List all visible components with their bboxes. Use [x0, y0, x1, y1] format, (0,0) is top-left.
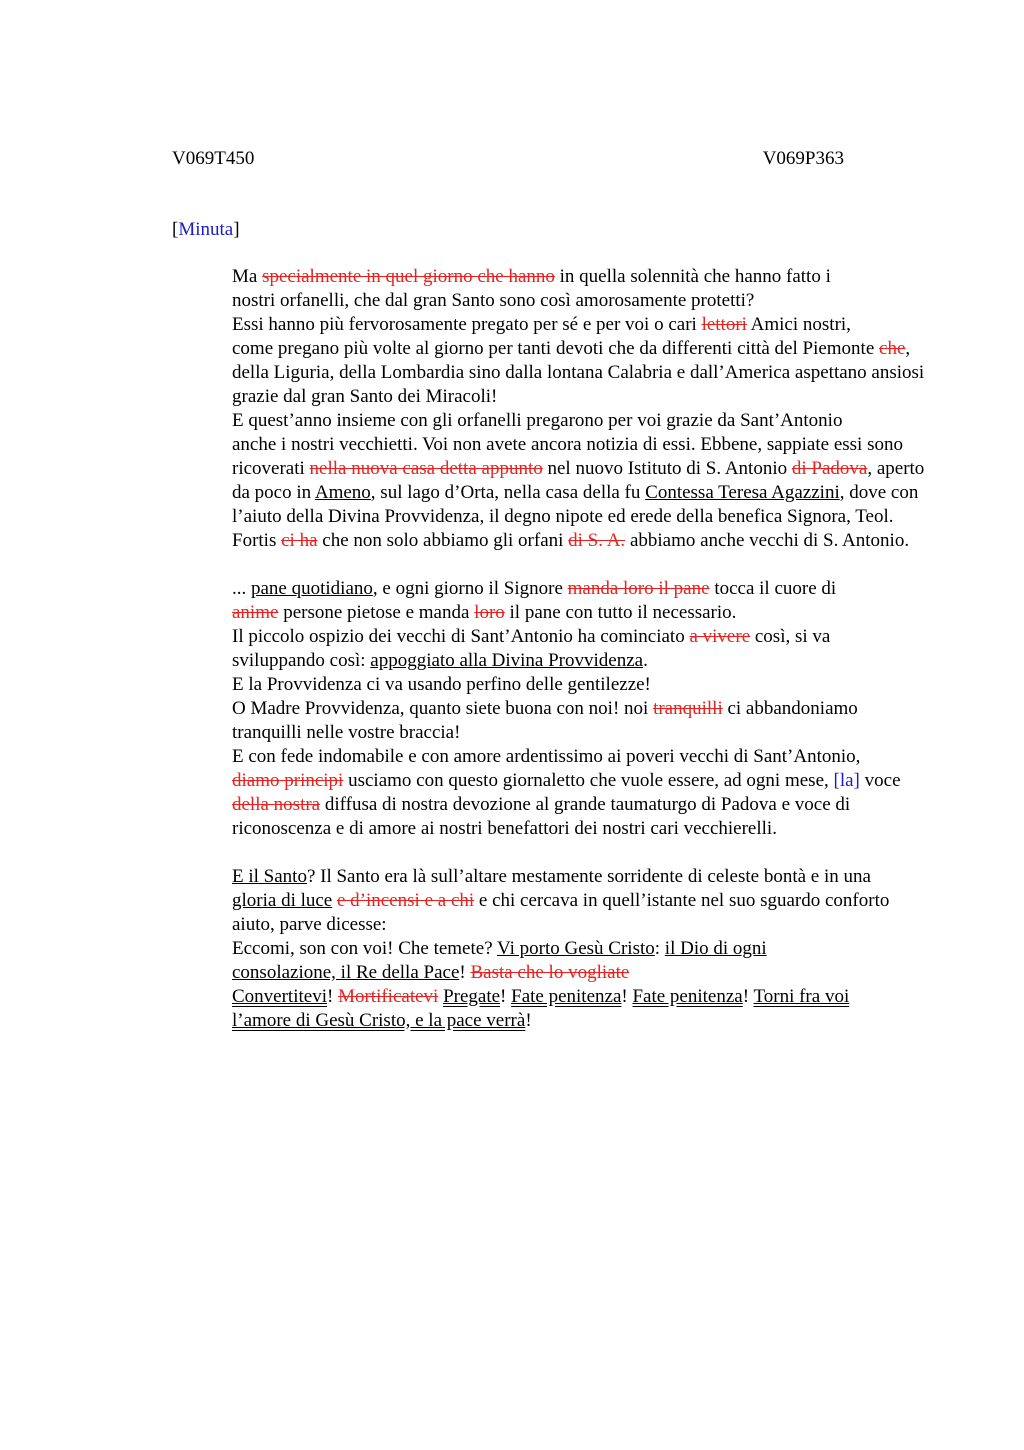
- deleted-text: Basta che lo vogliate: [470, 962, 630, 983]
- text-run: in quella solennità che hanno fatto i: [554, 266, 831, 287]
- text-run: grazie dal gran Santo dei Miracoli!: [232, 386, 498, 407]
- underlined-text: il Dio di ogni: [664, 938, 767, 959]
- text-run: , aperto: [867, 458, 925, 479]
- double-underlined-text: l’amore di Gesù Cristo, e la pace verrà: [232, 1010, 526, 1031]
- label-close-bracket: ]: [233, 219, 240, 240]
- label-open-bracket: [: [172, 219, 179, 240]
- text-run: l’aiuto della Divina Provvidenza, il degno nipote ed erede della benefica Signora, Teol.: [232, 506, 894, 527]
- text-run: :: [654, 938, 665, 959]
- paragraph-vecchietti: [172, 409, 932, 553]
- text-line: [172, 985, 932, 1009]
- text-run: Ma: [232, 266, 263, 287]
- text-run: Eccomi, son con voi! Che temete?: [232, 938, 498, 959]
- deleted-text: loro: [474, 602, 505, 623]
- deleted-text: a vivere: [689, 626, 751, 647]
- paragraph-pane: [172, 577, 932, 625]
- text-line: [172, 865, 932, 889]
- page-code: V069P363: [762, 148, 844, 169]
- text-line: [172, 505, 932, 529]
- text-run: E con fede indomabile e con amore ardentissimo ai poveri vecchi di Sant’Antonio,: [232, 746, 861, 767]
- text-run: usciamo con questo giornaletto che vuole essere, ad ogni mese,: [343, 770, 834, 791]
- text-line: [172, 817, 932, 841]
- text-line: [172, 649, 932, 673]
- text-run: nostri orfanelli, che dal gran Santo sono così amorosamente protetti?: [232, 290, 755, 311]
- text-line: [172, 889, 932, 913]
- text-line: [172, 721, 932, 745]
- text-run: Amici nostri,: [746, 314, 851, 335]
- text-line: [172, 745, 932, 769]
- text-line: [172, 313, 932, 337]
- text-run: O Madre Provvidenza, quanto siete buona con noi! noi: [232, 698, 654, 719]
- text-run: tocca il cuore di: [709, 578, 837, 599]
- underlined-text: appoggiato alla Divina Provvidenza: [370, 650, 644, 671]
- text-run: Essi hanno più fervorosamente pregato per sé e per voi o cari: [232, 314, 702, 335]
- text-run: !: [742, 986, 754, 1007]
- paragraph-eccomi: [172, 937, 932, 985]
- text-line: [172, 577, 932, 601]
- text-line: [172, 529, 932, 553]
- deleted-text: di Padova: [791, 458, 868, 479]
- text-run: ...: [232, 578, 251, 599]
- label-word: Minuta: [178, 219, 234, 240]
- text-line: [172, 409, 932, 433]
- underlined-text: E il Santo: [232, 866, 307, 887]
- double-underlined-text: Convertitevi: [232, 986, 327, 1007]
- text-run: , sul lago d’Orta, nella casa della fu: [370, 482, 646, 503]
- text-line: [172, 433, 932, 457]
- paragraph-solennita: [172, 265, 932, 313]
- text-run: il pane con tutto il necessario.: [504, 602, 737, 623]
- deleted-text: Mortificatevi: [338, 986, 439, 1007]
- text-line: [172, 937, 932, 961]
- text-run: ci abbandoniamo: [722, 698, 858, 719]
- underlined-text: gloria di luce: [232, 890, 333, 911]
- text-run: E la Provvidenza ci va usando perfino delle gentilezze!: [232, 674, 651, 695]
- text-line: [172, 337, 932, 361]
- paragraph-ospizio: [172, 625, 932, 673]
- document-code: V069T450: [172, 148, 255, 169]
- double-underlined-text: Fate penitenza: [632, 986, 743, 1007]
- deleted-text: e d’incensi e a chi: [337, 890, 475, 911]
- text-run: diffusa di nostra devozione al grande taumaturgo di Padova e voce di: [320, 794, 851, 815]
- text-run: ricoverati: [232, 458, 310, 479]
- deleted-text: della nostra: [232, 794, 321, 815]
- draft-label: [172, 218, 240, 242]
- letter-body: [172, 265, 932, 1033]
- text-run: ? Il Santo era là sull’altare mestamente sorridente di celeste bontà e in una: [306, 866, 871, 887]
- deleted-text: che: [879, 338, 906, 359]
- deleted-text: lettori: [701, 314, 747, 335]
- paragraph-gap: [172, 553, 932, 577]
- text-run: che non solo abbiamo gli orfani: [317, 530, 569, 551]
- deleted-text: anime: [232, 602, 279, 623]
- text-run: .: [643, 650, 648, 671]
- underlined-text: Contessa Teresa Agazzini: [645, 482, 840, 503]
- text-line: [172, 769, 932, 793]
- text-line: [172, 601, 932, 625]
- text-line: [172, 913, 932, 937]
- text-run: , dove con: [839, 482, 919, 503]
- text-run: così, si va: [750, 626, 831, 647]
- text-run: aiuto, parve dicesse:: [232, 914, 387, 935]
- text-run: tranquilli nelle vostre braccia!: [232, 722, 461, 743]
- text-line: [172, 697, 932, 721]
- text-run: Il piccolo ospizio dei vecchi di Sant’Antonio ha cominciato: [232, 626, 690, 647]
- double-underlined-text: Torni fra voi: [753, 986, 850, 1007]
- double-underlined-text: Fate penitenza: [511, 986, 622, 1007]
- deleted-text: di S. A.: [568, 530, 626, 551]
- text-run: sviluppando così:: [232, 650, 371, 671]
- deleted-text: ci ha: [281, 530, 318, 551]
- page-header: [172, 147, 844, 171]
- text-run: da poco in: [232, 482, 315, 503]
- text-run: della Liguria, della Lombardia sino dalla lontana Calabria e dall’America aspettano ansiosi: [232, 362, 925, 383]
- text-line: [172, 385, 932, 409]
- text-line: [172, 289, 932, 313]
- text-line: [172, 361, 932, 385]
- deleted-text: diamo principi: [232, 770, 344, 791]
- paragraph-gap: [172, 841, 932, 865]
- text-run: !: [525, 1010, 532, 1031]
- paragraph-gentilezze: [172, 673, 932, 697]
- text-run: abbiamo anche vecchi di S. Antonio.: [625, 530, 910, 551]
- text-run: anche i nostri vecchietti. Voi non avete ancora notizia di essi. Ebbene, sappiate essi sono: [232, 434, 903, 455]
- text-run: !: [459, 962, 471, 983]
- paragraph-santo: [172, 865, 932, 937]
- underlined-text: Vi porto Gesù Cristo: [497, 938, 655, 959]
- text-run: !: [621, 986, 633, 1007]
- text-run: Fortis: [232, 530, 282, 551]
- underlined-text: Ameno: [314, 482, 371, 503]
- text-run: ,: [905, 338, 911, 359]
- deleted-text: nella nuova casa detta appunto: [309, 458, 543, 479]
- text-line: [172, 961, 932, 985]
- editorial-insertion: [la]: [833, 770, 860, 791]
- text-run: , e ogni giorno il Signore: [372, 578, 568, 599]
- deleted-text: specialmente in quel giorno che hanno: [262, 266, 555, 287]
- deleted-text: manda loro il pane: [567, 578, 710, 599]
- paragraph-madre-provvidenza: [172, 697, 932, 745]
- double-underlined-text: Pregate: [443, 986, 501, 1007]
- underlined-text: consolazione, il Re della Pace: [232, 962, 460, 983]
- text-run: E quest’anno insieme con gli orfanelli pregarono per voi grazie da Sant’Antonio: [232, 410, 843, 431]
- text-line: [172, 625, 932, 649]
- deleted-text: tranquilli: [653, 698, 723, 719]
- text-run: !: [326, 986, 339, 1007]
- text-run: persone pietose e manda: [278, 602, 475, 623]
- text-line: [172, 457, 932, 481]
- underlined-text: pane quotidiano: [251, 578, 373, 599]
- text-run: voce: [859, 770, 901, 791]
- text-run: e chi cercava in quell’istante nel suo sguardo conforto: [474, 890, 890, 911]
- paragraph-convertitevi: [172, 985, 932, 1033]
- text-line: [172, 481, 932, 505]
- paragraph-preghiere: [172, 313, 932, 409]
- text-run: riconoscenza e di amore ai nostri benefattori dei nostri cari vecchierelli.: [232, 818, 777, 839]
- text-line: [172, 265, 932, 289]
- text-line: [172, 1009, 932, 1033]
- text-run: come pregano più volte al giorno per tanti devoti che da differenti città del Piemonte: [232, 338, 880, 359]
- paragraph-giornaletto: [172, 745, 932, 841]
- text-run: !: [500, 986, 512, 1007]
- text-line: [172, 673, 932, 697]
- text-run: nel nuovo Istituto di S. Antonio: [542, 458, 792, 479]
- text-line: [172, 793, 932, 817]
